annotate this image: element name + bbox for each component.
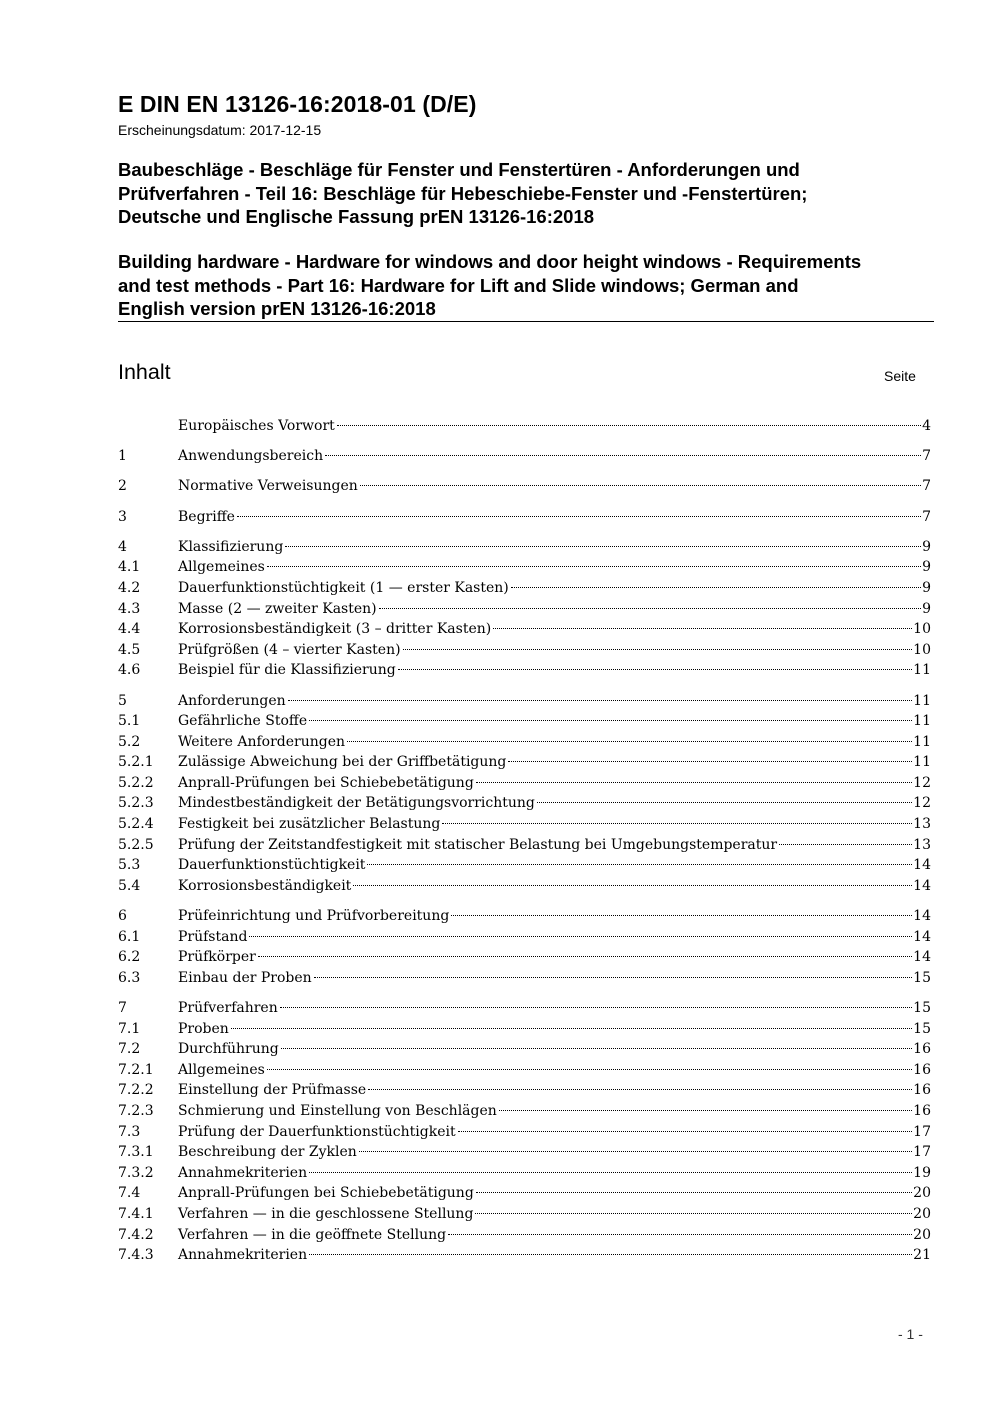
toc-entry-number: 6.1 [118,928,141,945]
toc-entry-title: Dauerfunktionstüchtigkeit [178,857,366,874]
toc-entry-number: 4.5 [118,641,141,658]
toc-entry-title: Anwendungsbereich [178,448,324,465]
document-code: E DIN EN 13126-16:2018-01 (D/E) [118,91,477,117]
toc-dot-leader [368,1089,912,1090]
toc-dot-leader [475,1213,912,1214]
toc-entry[interactable] [118,1204,931,1225]
toc-entry-number: 5.2.5 [118,836,154,853]
toc-entry[interactable] [118,855,931,876]
toc-dot-leader [379,608,921,609]
toc-entry-number: 4.4 [118,621,141,638]
toc-dot-leader [267,566,921,567]
toc-entry[interactable] [118,640,931,661]
toc-entry-number: 5.1 [118,713,141,730]
toc-entry-number: 7.2.1 [118,1061,154,1078]
toc-entry-title: Beispiel für die Klassifizierung [178,662,396,679]
toc-entry[interactable] [118,691,931,712]
toc-entry-number: 7.4.1 [118,1205,154,1222]
toc-entry-number: 4.1 [118,559,141,576]
toc-entry-title: Prüfung der Zeitstandfestigkeit mit statischer Belastung bei Umgebungstemperatur [178,836,778,853]
toc-entry-page: 15 [913,1000,931,1016]
toc-dot-leader [367,864,912,865]
toc-entry-page: 16 [913,1082,931,1099]
toc-dot-leader [779,844,912,845]
toc-entry-title: Verfahren — in die geschlossene Stellung [178,1205,474,1222]
toc-entry-title: Masse (2 — zweiter Kasten) [178,600,377,617]
toc-entry[interactable] [118,507,931,528]
toc-dot-leader [347,741,912,742]
toc-entry-number: 5.3 [118,857,141,874]
toc-entry[interactable] [118,1080,931,1101]
toc-entry-number: 4.6 [118,662,141,679]
toc-entry[interactable] [118,476,931,497]
toc-entry-title: Annahmekriterien [178,1247,308,1264]
toc-dot-leader [448,1234,912,1235]
toc-entry[interactable] [118,1060,931,1081]
toc-entry-page: 9 [922,579,931,596]
toc-entry-page: 14 [913,877,931,894]
toc-entry-page: 7 [922,478,931,495]
toc-dot-leader [476,1192,912,1193]
toc-entry-page: 11 [913,662,931,679]
toc-entry-number: 6 [118,908,127,925]
toc-entry-page: 14 [913,949,931,966]
toc-entry-number: 7.4.2 [118,1226,154,1243]
toc-entry[interactable] [118,557,931,578]
toc-entry[interactable] [118,793,931,814]
toc-entry[interactable] [118,968,931,989]
toc-entry-page: 14 [913,928,931,945]
toc-entry-page: 10 [913,621,931,638]
toc-entry-title: Anprall-Prüfungen bei Schiebebetätigung [178,774,474,791]
toc-dot-leader [337,425,921,426]
title-divider [118,321,934,322]
toc-entry-title: Prüfeinrichtung und Prüfvorbereitung [178,908,450,925]
english-title-line: English version prEN 13126-16:2018 [118,298,436,319]
toc-dot-leader [458,1131,913,1132]
toc-dot-leader [451,915,912,916]
toc-entry-title: Anforderungen [178,692,286,709]
toc-dot-leader [285,546,921,547]
toc-entry[interactable] [118,1245,931,1266]
toc-entry-page: 10 [913,641,931,658]
toc-entry-page: 20 [913,1226,931,1243]
toc-entry-number: 4.3 [118,600,141,617]
toc-dot-leader [237,516,921,517]
toc-dot-leader [511,587,921,588]
toc-entry-number: 5.2.1 [118,754,154,771]
toc-entry-number: 5.2.2 [118,774,154,791]
toc-entry-number: 5.4 [118,877,141,894]
english-title-line: and test methods - Part 16: Hardware for Lift and Slide windows; German and [118,274,799,296]
toc-entry-title: Annahmekriterien [178,1164,308,1181]
toc-entry-page: 13 [913,816,931,833]
toc-entry[interactable] [118,599,931,620]
toc-dot-leader [309,1254,912,1255]
toc-entry[interactable] [118,927,931,948]
toc-dot-leader [493,628,912,629]
toc-entry-title: Europäisches Vorwort [178,418,335,434]
toc-entry-title: Korrosionsbeständigkeit [178,877,352,894]
toc-entry-number: 7.2.2 [118,1082,154,1099]
toc-entry-title: Korrosionsbeständigkeit (3 – dritter Kasten) [178,621,492,638]
toc-entry-title: Prüfung der Dauerfunktionstüchtigkeit [178,1123,456,1140]
toc-entry[interactable] [118,1039,931,1060]
toc-dot-leader [398,669,912,670]
toc-dot-leader [249,936,912,937]
toc-heading: Inhalt [118,360,171,384]
toc-entry-number: 7.2.3 [118,1102,154,1119]
toc-entry-page: 11 [913,733,931,750]
toc-entry-page: 4 [922,418,931,434]
toc-entry-number: 7.4.3 [118,1247,154,1264]
german-title-line: Baubeschläge - Beschläge für Fenster und Fenstertüren - Anforderungen und [118,159,800,180]
toc-dot-leader [499,1110,912,1111]
toc-dot-leader [281,1048,912,1049]
toc-entry-number: 5.2 [118,733,141,750]
toc-dot-leader [353,885,912,886]
toc-entry[interactable] [118,1122,931,1143]
toc-entry-page: 16 [913,1061,931,1078]
toc-entry-number: 6.2 [118,949,141,966]
toc-entry[interactable] [118,835,931,856]
toc-entry[interactable] [118,416,931,437]
toc-entry[interactable] [118,773,931,794]
toc-dot-leader [314,977,912,978]
toc-entry-title: Allgemeines [178,1061,265,1078]
toc-entry-page: 15 [913,1020,931,1037]
toc-entry-number: 1 [118,448,127,465]
toc-entry-title: Klassifizierung [178,538,284,555]
toc-entry-title: Anprall-Prüfungen bei Schiebebetätigung [178,1185,474,1202]
toc-entry[interactable] [118,1225,931,1246]
toc-entry-title: Allgemeines [178,559,265,576]
toc-dot-leader [325,455,921,456]
toc-dot-leader [442,823,912,824]
toc-entry[interactable] [118,998,931,1019]
toc-entry-page: 16 [913,1041,931,1058]
toc-entry[interactable] [118,814,931,835]
english-title [118,250,930,321]
toc-dot-leader [258,956,912,957]
toc-entry-page: 7 [922,448,931,465]
toc-page-column-label: Seite [884,368,916,384]
toc-entry-number: 7.3.1 [118,1144,154,1161]
toc-entry-page: 12 [913,795,931,812]
toc-entry-page: 14 [913,857,931,874]
toc-entry-number: 6.3 [118,969,141,986]
toc-entry-title: Begriffe [178,508,235,525]
toc-entry-number: 7.2 [118,1041,141,1058]
toc-entry-page: 7 [922,508,931,525]
english-title-line: Building hardware - Hardware for windows and door height windows - Requirements [118,251,862,272]
toc-entry[interactable] [118,1163,931,1184]
toc-entry-page: 11 [913,754,931,771]
toc-entry-title: Schmierung und Einstellung von Beschlägen [178,1102,497,1119]
toc-entry-page: 9 [922,559,931,576]
toc-entry-title: Dauerfunktionstüchtigkeit (1 — erster Kasten) [178,579,509,596]
toc-dot-leader [267,1069,912,1070]
toc-entry[interactable] [118,732,931,753]
toc-entry[interactable] [118,446,931,467]
toc-dot-leader [309,1172,912,1173]
toc-entry-number: 5.2.4 [118,816,154,833]
toc-entry-number: 7.3.2 [118,1164,154,1181]
german-title-line: Deutsche und Englische Fassung prEN 13126-16:2018 [118,206,595,227]
toc-entry-title: Zulässige Abweichung bei der Griffbetätigung [178,754,507,771]
toc-entry-page: 9 [922,538,931,555]
toc-dot-leader [231,1028,912,1029]
toc-entry[interactable] [118,1101,931,1122]
toc-entry-title: Beschreibung der Zyklen [178,1144,357,1161]
toc-entry-number: 3 [118,508,127,525]
toc-entry-title: Festigkeit bei zusätzlicher Belastung [178,816,441,833]
toc-entry[interactable] [118,947,931,968]
toc-entry[interactable] [118,711,931,732]
toc-entry-page: 13 [913,836,931,853]
publication-date: Erscheinungsdatum: 2017-12-15 [118,122,322,138]
toc-entry-number: 7.4 [118,1185,141,1202]
toc-entry[interactable] [118,1142,931,1163]
toc-dot-leader [359,1151,912,1152]
toc-entry-page: 17 [913,1123,931,1140]
toc-entry-title: Prüfstand [178,928,248,945]
toc-entry[interactable] [118,1019,931,1040]
toc-entry-title: Einbau der Proben [178,969,312,986]
toc-entry[interactable] [118,619,931,640]
toc-entry-page: 20 [913,1185,931,1202]
toc-entry[interactable] [118,537,931,558]
toc-entry-number: 2 [118,478,127,495]
toc-entry-number: 4 [118,538,127,555]
toc-entry-number: 7.3 [118,1123,141,1140]
toc-entry[interactable] [118,906,931,927]
toc-entry-title: Weitere Anforderungen [178,733,346,750]
toc-entry[interactable] [118,660,931,681]
german-title-line: Prüfverfahren - Teil 16: Beschläge für Hebeschiebe-Fenster und -Fenstertüren; [118,182,808,204]
table-of-contents [118,416,931,1266]
toc-entry-title: Durchführung [178,1041,279,1058]
toc-entry-page: 14 [913,908,931,925]
toc-entry-title: Verfahren — in die geöffnete Stellung [178,1226,447,1243]
toc-entry-title: Proben [178,1020,229,1037]
page-number: - 1 - [898,1326,923,1342]
toc-entry[interactable] [118,752,931,773]
toc-entry-title: Prüfkörper [178,949,256,966]
toc-entry-page: 9 [922,600,931,617]
toc-dot-leader [403,649,913,650]
toc-dot-leader [360,485,921,486]
toc-entry-number: 5 [118,692,127,709]
toc-entry-title: Gefährliche Stoffe [178,713,308,730]
toc-entry-title: Mindestbeständigkeit der Betätigungsvorrichtung [178,795,535,812]
toc-entry-title: Normative Verweisungen [178,478,358,495]
toc-dot-leader [288,700,913,701]
toc-dot-leader [537,802,912,803]
toc-entry-title: Prüfverfahren [178,1000,278,1016]
toc-dot-leader [508,761,912,762]
toc-entry-title: Prüfgrößen (4 – vierter Kasten) [178,641,401,658]
toc-dot-leader [476,782,912,783]
toc-entry-number: 4.2 [118,579,141,596]
german-title [118,158,930,229]
toc-dot-leader [309,720,912,721]
toc-entry-page: 15 [913,969,931,986]
toc-entry[interactable] [118,1183,931,1204]
toc-entry-page: 12 [913,774,931,791]
toc-entry-page: 11 [913,692,931,709]
toc-entry-page: 19 [913,1164,931,1181]
toc-entry-page: 21 [913,1247,931,1264]
toc-entry[interactable] [118,876,931,897]
toc-dot-leader [280,1007,912,1008]
toc-entry-page: 16 [913,1102,931,1119]
toc-entry-page: 17 [913,1144,931,1161]
toc-entry-number: 5.2.3 [118,795,154,812]
toc-entry-number: 7.1 [118,1020,141,1037]
toc-entry[interactable] [118,578,931,599]
toc-entry-title: Einstellung der Prüfmasse [178,1082,367,1099]
toc-entry-page: 20 [913,1205,931,1222]
toc-entry-page: 11 [913,713,931,730]
toc-entry-number: 7 [118,1000,127,1016]
